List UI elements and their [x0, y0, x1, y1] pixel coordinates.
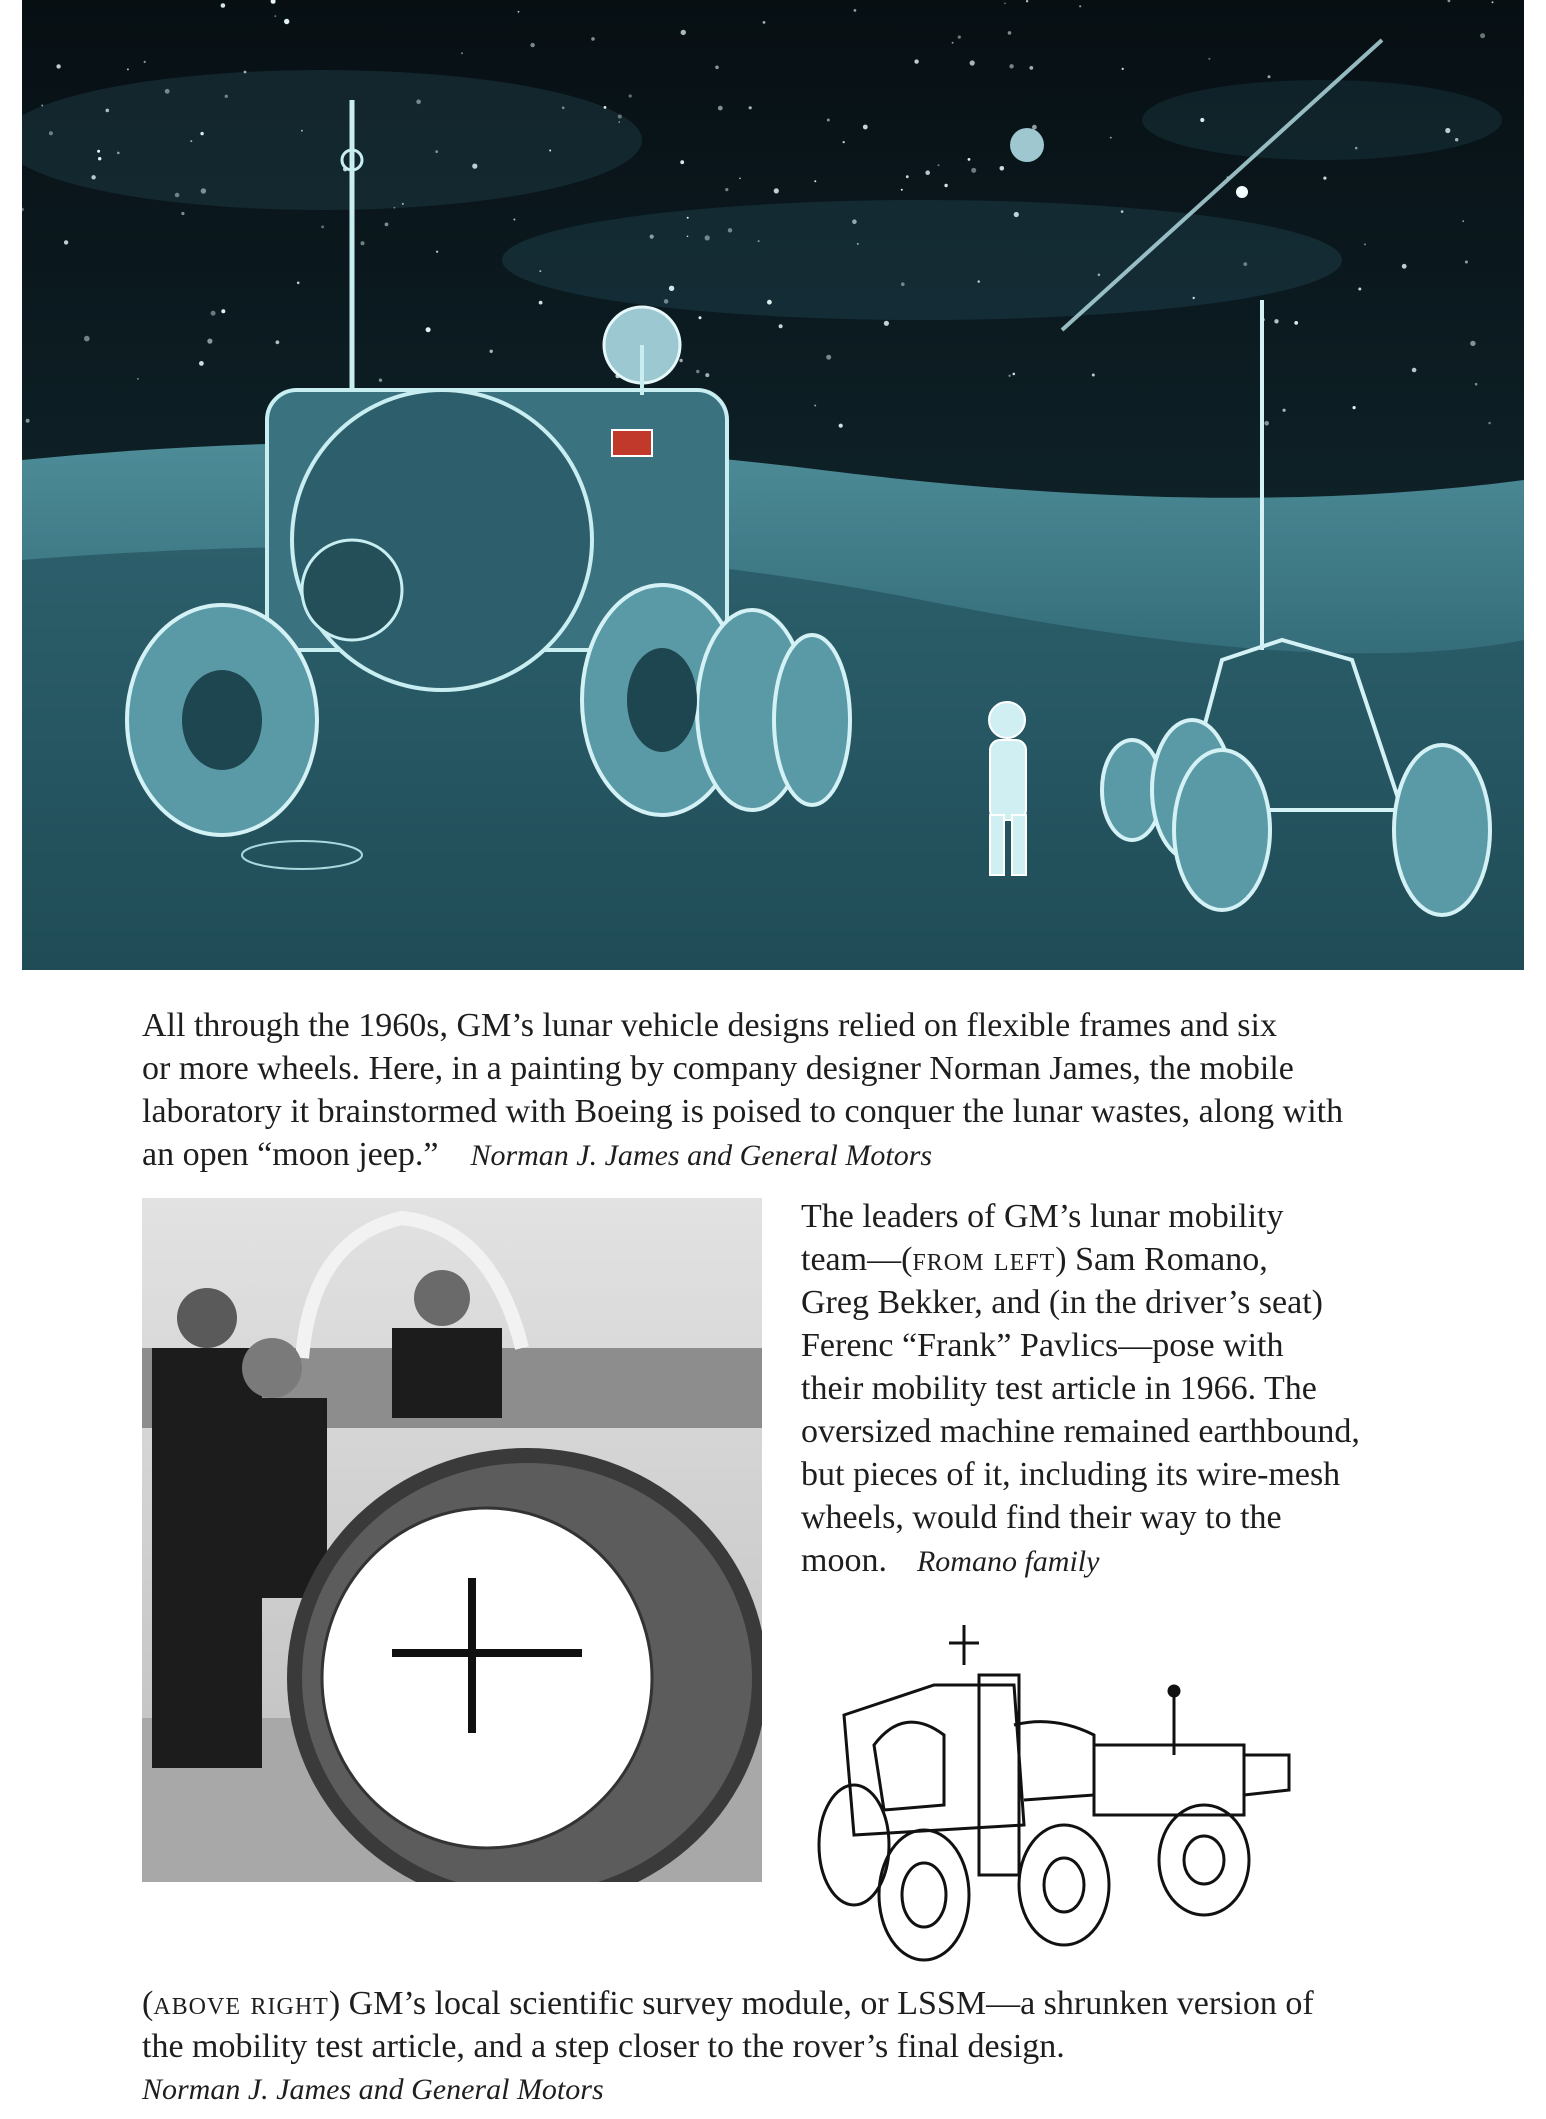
star: [925, 170, 930, 175]
caption-text: ) GM’s local scientific survey module, or LSSM—a shrunken version of: [328, 1985, 1314, 2022]
caption-line: [142, 1982, 1442, 2025]
star: [416, 100, 421, 105]
star: [1268, 75, 1271, 78]
star: [1274, 319, 1278, 323]
star: [1492, 1, 1494, 3]
caption-line: [801, 1238, 1441, 1281]
caption-line: but pieces of it, including its wire-mesh: [801, 1456, 1341, 1493]
star: [221, 309, 225, 313]
star: [190, 140, 192, 142]
star: [739, 178, 741, 180]
caption-line: or more wheels. Here, in a painting by company designer Norman James, the mobile: [142, 1050, 1294, 1087]
caption-line: Greg Bekker, and (in the driver’s seat): [801, 1284, 1323, 1321]
star: [175, 193, 180, 198]
star: [1122, 68, 1124, 70]
star: [618, 115, 622, 119]
photo-credit: Norman J. James and General Motors: [470, 1139, 933, 1172]
caption-line: Ferenc “Frank” Pavlics—pose with: [801, 1327, 1284, 1364]
caption-team-photo: [801, 1195, 1441, 1583]
star: [629, 94, 632, 97]
star: [385, 223, 389, 227]
star: [827, 119, 830, 122]
star: [435, 150, 438, 153]
star: [728, 228, 732, 232]
star: [1243, 262, 1247, 266]
star: [513, 219, 515, 221]
star: [361, 241, 365, 245]
star: [705, 373, 709, 377]
star: [1358, 288, 1361, 291]
star: [284, 19, 289, 24]
star: [1000, 166, 1005, 171]
star: [779, 324, 783, 328]
star: [901, 189, 903, 191]
star: [1323, 177, 1326, 180]
star: [144, 61, 146, 63]
lssm-line-drawing: [814, 1625, 1294, 1965]
caption-line: the mobility test article, and a step closer to the rover’s final design.: [142, 2028, 1065, 2065]
star: [826, 355, 831, 360]
star: [1480, 33, 1485, 38]
star: [1283, 409, 1286, 412]
star: [1032, 125, 1037, 130]
star: [1488, 422, 1491, 425]
star: [490, 350, 493, 353]
star: [681, 30, 686, 35]
star: [276, 340, 280, 344]
star: [1208, 58, 1210, 60]
star: [200, 132, 203, 135]
star: [1013, 373, 1016, 376]
star: [687, 217, 689, 219]
star: [884, 321, 889, 326]
star: [696, 370, 699, 373]
star: [562, 107, 565, 110]
star: [1092, 374, 1095, 377]
star: [664, 299, 669, 304]
star: [1475, 383, 1478, 386]
star: [97, 150, 100, 153]
star: [763, 21, 766, 24]
star: [91, 175, 95, 179]
star: [321, 226, 324, 229]
star: [181, 212, 184, 215]
star: [1364, 243, 1366, 245]
star: [944, 184, 947, 187]
caption-lssm: [142, 1982, 1442, 2111]
star: [1470, 341, 1475, 346]
star: [839, 424, 843, 428]
star: [244, 71, 247, 74]
star: [1008, 31, 1012, 35]
star: [539, 301, 543, 305]
star: [539, 270, 541, 272]
star: [1193, 297, 1195, 299]
star: [843, 141, 845, 143]
star: [857, 243, 859, 245]
star: [854, 9, 857, 12]
caption-text: team—(: [801, 1241, 913, 1278]
star: [715, 66, 719, 70]
star: [106, 109, 110, 113]
star: [1008, 375, 1010, 377]
star: [767, 300, 772, 305]
star: [971, 168, 976, 173]
star: [1079, 5, 1081, 7]
star: [549, 150, 551, 152]
star: [1029, 66, 1033, 70]
star: [774, 188, 779, 193]
star: [1121, 210, 1124, 213]
star: [472, 164, 477, 169]
caption-line: laboratory it brainstormed with Boeing is poised to conquer the lunar wastes, along with: [142, 1093, 1344, 1130]
star: [1355, 147, 1358, 150]
caption-line: [142, 1133, 1422, 1177]
star: [938, 164, 940, 166]
caption-line: [801, 1539, 1441, 1583]
star: [1110, 137, 1112, 139]
star: [591, 37, 595, 41]
star: [1445, 128, 1450, 133]
star: [84, 336, 90, 342]
star: [1014, 212, 1019, 217]
star: [436, 251, 438, 253]
star: [530, 43, 534, 47]
star: [901, 282, 905, 286]
star: [1294, 321, 1298, 325]
star: [718, 106, 723, 111]
photo-credit: Norman J. James and General Motors: [142, 2073, 604, 2106]
star: [201, 188, 206, 193]
star: [749, 106, 752, 109]
star: [26, 419, 30, 423]
star: [669, 286, 674, 291]
star: [952, 42, 954, 44]
star: [1026, 0, 1028, 2]
star: [914, 59, 918, 63]
star: [1412, 368, 1417, 373]
star: [852, 219, 857, 224]
star: [1353, 406, 1356, 409]
direction-label: above right: [153, 1985, 329, 2022]
star: [165, 89, 170, 94]
star: [127, 68, 129, 70]
star: [1455, 138, 1458, 141]
star: [1200, 118, 1204, 122]
caption-line: All through the 1960s, GM’s lunar vehicle designs relied on flexible frames and six: [142, 1007, 1277, 1044]
caption-line: The leaders of GM’s lunar mobility: [801, 1198, 1284, 1235]
star: [199, 361, 204, 366]
star: [705, 235, 710, 240]
caption-text: an open “moon jeep.”: [142, 1136, 439, 1173]
team-photo: [142, 1198, 762, 1882]
direction-label: from left: [912, 1241, 1056, 1278]
star: [906, 175, 909, 178]
star: [64, 240, 68, 244]
star: [49, 131, 53, 135]
star: [98, 157, 101, 160]
star: [650, 235, 654, 239]
star: [618, 121, 620, 123]
caption-text: moon.: [801, 1542, 887, 1579]
star: [814, 405, 816, 407]
star: [137, 378, 139, 380]
caption-painting: [142, 1004, 1422, 1177]
star: [221, 3, 226, 8]
star: [687, 236, 689, 238]
star: [402, 203, 404, 205]
star: [604, 106, 607, 109]
star: [970, 60, 975, 65]
star: [426, 327, 431, 332]
star: [1009, 64, 1013, 68]
star: [274, 15, 276, 17]
star: [207, 339, 212, 344]
star: [758, 240, 760, 242]
star: [394, 207, 396, 209]
star: [56, 64, 60, 68]
star: [699, 316, 702, 319]
lunar-vehicle-painting: [22, 0, 1524, 970]
star: [968, 158, 971, 161]
star: [1264, 421, 1269, 426]
star: [1462, 220, 1464, 222]
star: [211, 311, 216, 316]
star: [379, 379, 382, 382]
star: [725, 188, 728, 191]
caption-text: ) Sam Romano,: [1055, 1241, 1268, 1278]
caption-line: oversized machine remained earthbound,: [801, 1413, 1360, 1450]
star: [117, 152, 120, 155]
star: [297, 282, 300, 285]
star: [1004, 3, 1006, 5]
caption-line: their mobility test article in 1966. The: [801, 1370, 1317, 1407]
star: [978, 280, 980, 282]
star: [41, 105, 43, 107]
star: [301, 130, 303, 132]
caption-text: (: [142, 1985, 154, 2022]
star: [461, 52, 463, 54]
star: [1098, 274, 1101, 277]
star: [680, 160, 684, 164]
photo-credit: Romano family: [916, 1545, 1100, 1578]
star: [679, 359, 682, 362]
star: [518, 11, 520, 13]
star: [225, 95, 228, 98]
caption-line: wheels, would find their way to the: [801, 1499, 1282, 1536]
star: [958, 36, 961, 39]
star: [863, 125, 868, 130]
star: [1465, 261, 1468, 264]
star: [1402, 264, 1407, 269]
star: [814, 180, 816, 182]
